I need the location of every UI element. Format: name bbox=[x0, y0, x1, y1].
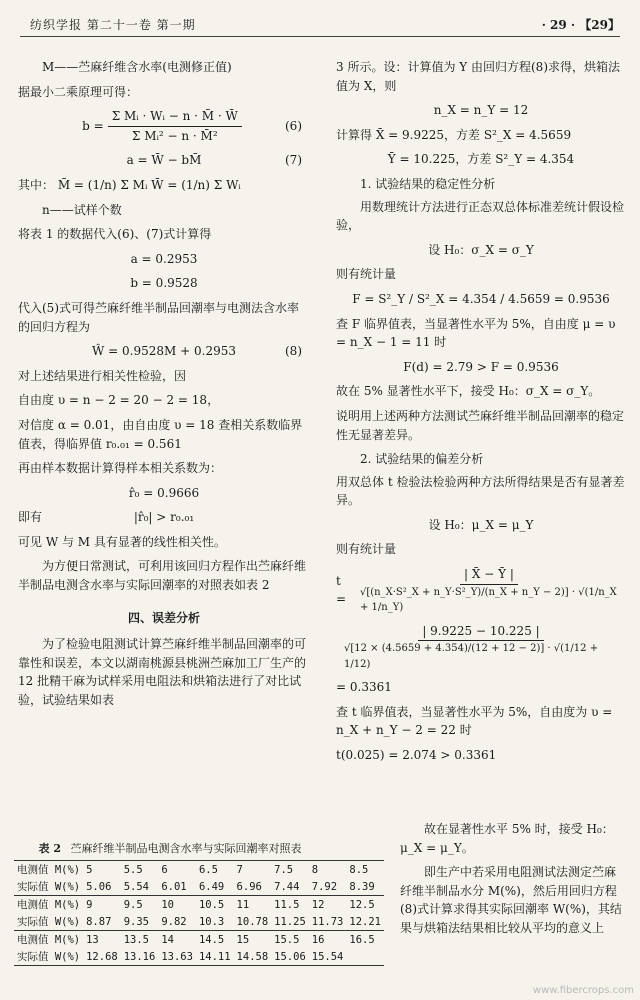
right-intro: 3 所示。设：计算值为 Y 由回归方程(8)求得，烘箱法值为 X，则 bbox=[336, 60, 620, 93]
statistic-intro-t: 则有统计量 bbox=[336, 542, 397, 557]
error-analysis-paragraph: 为了检验电阻测试计算苎麻纤维半制品回潮率的可靠性和误差，本文以湖南桃源县桃洲苎麻加工厂生产的 12 批精干麻为试样采用电阻法和烘箱法进行了对比试验，试验结果如表 bbox=[18, 637, 307, 708]
hypothesis-sigma: 设 H₀：σ_X = σ_Y bbox=[428, 242, 534, 257]
heading-stability: 1. 试验结果的稳定性分析 bbox=[360, 176, 496, 191]
table-cell: 13 bbox=[83, 931, 121, 949]
table-row bbox=[14, 931, 384, 949]
f-conclusion: 说明用上述两种方法测试苎麻纤维半制品回潮率的稳定性无显著差异。 bbox=[336, 408, 625, 442]
equation-8 bbox=[18, 342, 310, 361]
page-number: · 29 · 【29】 bbox=[541, 18, 620, 32]
t-table-text: 查 t 临界值表，当显著性水平为 5%，自由度为 υ = n_X + n_Y − 2 = 22 时 bbox=[336, 704, 613, 738]
table-cell: 5.06 bbox=[86, 880, 112, 893]
table-cell: 7 bbox=[234, 861, 272, 879]
eq8-number: (8) bbox=[285, 344, 302, 359]
row-label: 电测值 M(%) bbox=[14, 861, 83, 879]
running-header bbox=[20, 12, 620, 34]
table-cell bbox=[346, 948, 384, 966]
then-label: 即有 bbox=[18, 510, 43, 525]
statistic-intro-f: 则有统计量 bbox=[336, 267, 397, 282]
t-formula bbox=[336, 565, 626, 616]
table-cell: 9.82 bbox=[161, 915, 187, 928]
table-row bbox=[14, 948, 384, 966]
t-numerator: | X̄ − Ȳ | bbox=[460, 565, 518, 585]
table-cell: 11.73 bbox=[311, 915, 344, 928]
t-formula-numeric bbox=[336, 622, 626, 673]
table-cell: 14.58 bbox=[234, 948, 272, 966]
table-cell: 9 bbox=[83, 896, 121, 914]
f-critical: F(d) = 2.79 > F = 0.9536 bbox=[403, 359, 559, 374]
table-cell: 13.63 bbox=[158, 948, 196, 966]
table-cell: 11.25 bbox=[274, 915, 306, 928]
row-label: 实际值 W(%) bbox=[17, 916, 81, 928]
stats-y: Ȳ = 10.225，方差 S²_Y = 4.354 bbox=[387, 152, 575, 167]
journal-title: 纺织学报 第二十一卷 第一期 bbox=[30, 18, 196, 32]
t-denominator: √[(n_X·S²_X + n_Y·S²_Y)/(n_X + n_Y − 2)] · √(1/n_X + 1/n_Y) bbox=[359, 586, 617, 614]
b-value: b = 0.9528 bbox=[130, 276, 198, 291]
table-row bbox=[14, 896, 384, 914]
table-cell: 7.5 bbox=[271, 861, 309, 879]
right-column-tail bbox=[400, 820, 626, 944]
table-cell: 12.68 bbox=[83, 948, 121, 966]
table-cell: 5 bbox=[83, 861, 121, 879]
table-caption bbox=[14, 840, 326, 856]
table-cell: 7.44 bbox=[274, 880, 300, 893]
header-rule bbox=[20, 36, 620, 37]
eq6-denominator: Σ Mᵢ² − n · M̄² bbox=[131, 128, 218, 143]
section-heading-error-analysis: 四、误差分析 bbox=[127, 610, 200, 625]
where-clause: 其中： M̄ = (1/n) Σ Mᵢ W̄ = (1/n) Σ Wᵢ bbox=[18, 177, 241, 192]
t-value: = 0.3361 bbox=[336, 680, 392, 695]
correlation-check: 对上述结果进行相关性检验，因 bbox=[18, 368, 187, 383]
table-2-grid bbox=[14, 860, 384, 966]
stats-x: 计算得 X̄ = 9.9225，方差 S²_X = 4.5659 bbox=[336, 127, 572, 142]
table-cell: 14 bbox=[158, 931, 196, 949]
table-cell: 12.5 bbox=[346, 896, 384, 914]
t-fraction-numeric bbox=[340, 622, 622, 673]
inequality: |r̂₀| > r₀.₀₁ bbox=[133, 510, 195, 525]
table-cell: 15 bbox=[234, 931, 272, 949]
left-column bbox=[18, 58, 310, 716]
table-row bbox=[14, 878, 384, 896]
substitution-text: 将表 1 的数据代入(6)、(7)式计算得 bbox=[18, 227, 212, 242]
table-cell: 10 bbox=[158, 896, 196, 914]
table-cell: 13.16 bbox=[121, 948, 159, 966]
table-title: 苎麻纤维半制品电测含水率与实际回潮率对照表 bbox=[70, 842, 302, 855]
a-value: a = 0.2953 bbox=[130, 251, 198, 266]
table-intro-paragraph: 为方便日常测试，可利用该回归方程作出苎麻纤维半制品电测含水率与实际回潮率的对照表如表 2 bbox=[18, 559, 307, 593]
eq6-numerator: Σ Mᵢ · Wᵢ − n · M̄ · W̄ bbox=[108, 107, 242, 127]
inequality-row bbox=[18, 508, 310, 527]
variable-definition-n: n——试样个数 bbox=[42, 202, 122, 217]
correlation-conclusion: 可见 W 与 M 具有显著的线性相关性。 bbox=[18, 534, 226, 549]
table-cell: 6.01 bbox=[161, 880, 187, 893]
table-cell: 13.5 bbox=[121, 931, 159, 949]
table-cell: 6.5 bbox=[196, 861, 234, 879]
table-cell: 10.3 bbox=[198, 915, 225, 928]
tail-accept: 故在显著性水平 5% 时，接受 H₀：μ_X = μ_Y。 bbox=[400, 822, 614, 855]
table-cell: 7.92 bbox=[311, 880, 338, 893]
row-label: 电测值 M(%) bbox=[14, 896, 83, 914]
t-symbol: t = bbox=[336, 573, 347, 607]
eq6-number: (6) bbox=[285, 118, 302, 133]
table-cell: 15.5 bbox=[271, 931, 309, 949]
table-cell: 16 bbox=[309, 931, 347, 949]
table-cell: 15.06 bbox=[271, 948, 309, 966]
least-squares-intro: 据最小二乘原理可得： bbox=[18, 84, 139, 99]
regression-intro: 代入(5)式可得苎麻纤维半制品回潮率与电测法含水率的回归方程为 bbox=[18, 300, 300, 334]
table-row bbox=[14, 861, 384, 879]
sample-r-intro: 再由样本数据计算得样本相关系数为： bbox=[18, 461, 223, 476]
t-numerator-numeric: | 9.9225 − 10.225 | bbox=[418, 622, 543, 642]
table-row bbox=[14, 913, 384, 931]
t-critical: t(0.025) = 2.074 > 0.3361 bbox=[336, 748, 497, 763]
confidence-text: 对信度 α = 0.01，由自由度 υ = 18 查相关系数临界值表，得临界值 r₀.₀₁ = 0.561 bbox=[18, 417, 303, 451]
stability-paragraph: 用数理统计方法进行正态双总体标准差统计假设检验， bbox=[336, 199, 625, 233]
t-fraction bbox=[356, 565, 622, 616]
tail-paragraph: 即生产中若采用电阻测试法测定苎麻纤维半制品水分 M(%)，然后用回归方程(8)式计算求得其实际回潮率 W(%)，其结果与烘箱法结果相比较从平均的意义上 bbox=[400, 865, 622, 935]
table-cell: 9.35 bbox=[123, 915, 150, 928]
table-cell: 11 bbox=[234, 896, 272, 914]
table-cell: 5.5 bbox=[121, 861, 159, 879]
equation-7 bbox=[18, 151, 310, 170]
table-cell: 16.5 bbox=[346, 931, 384, 949]
table-cell: 10.5 bbox=[196, 896, 234, 914]
table-cell: 8 bbox=[309, 861, 347, 879]
row-label: 电测值 M(%) bbox=[14, 931, 83, 949]
table-cell: 8.87 bbox=[86, 915, 112, 928]
r-value: r̂₀ = 0.9666 bbox=[128, 485, 200, 500]
table-cell: 6.49 bbox=[198, 880, 225, 893]
table-cell: 15.54 bbox=[309, 948, 347, 966]
table-cell: 8.5 bbox=[346, 861, 384, 879]
hypothesis-mu: 设 H₀：μ_X = μ_Y bbox=[428, 517, 534, 532]
deviation-paragraph: 用双总体 t 检验法检验两种方法所得结果是否有显著差异。 bbox=[336, 474, 625, 508]
table-cell: 14.5 bbox=[196, 931, 234, 949]
right-column bbox=[336, 58, 626, 771]
watermark: www.fibercrops.com bbox=[532, 985, 634, 996]
eq8-body: Ŵ = 0.9528M + 0.2953 bbox=[92, 344, 236, 359]
eq7-number: (7) bbox=[285, 153, 302, 168]
f-accept: 故在 5% 显著性水平下，接受 H₀：σ_X = σ_Y。 bbox=[336, 384, 601, 399]
equation-6 bbox=[18, 107, 310, 145]
t-denominator-numeric: √[12 × (4.5659 + 4.354)/(12 + 12 − 2)] · √(1/12 + 1/12) bbox=[344, 643, 599, 670]
table-cell: 9.5 bbox=[121, 896, 159, 914]
heading-deviation: 2. 试验结果的偏差分析 bbox=[360, 452, 484, 467]
table-cell: 10.78 bbox=[236, 915, 269, 928]
table-cell: 6.96 bbox=[236, 880, 262, 893]
table-cell: 12.21 bbox=[349, 915, 381, 928]
table-2 bbox=[14, 834, 381, 966]
table-cell: 14.11 bbox=[196, 948, 234, 966]
table-cell: 8.39 bbox=[349, 880, 375, 893]
variable-definition-m: M——苎麻纤维含水率(电测修正值) bbox=[42, 60, 232, 74]
eq7-body: a = W̄ − bM̄ bbox=[126, 153, 202, 168]
row-label: 实际值 W(%) bbox=[14, 948, 83, 966]
table-label: 表 2 bbox=[38, 842, 61, 855]
sample-size-eq: n_X = n_Y = 12 bbox=[433, 103, 529, 118]
degrees-of-freedom: 自由度 υ = n − 2 = 20 − 2 = 18， bbox=[18, 393, 220, 408]
table-cell: 12 bbox=[309, 896, 347, 914]
table-cell: 11.5 bbox=[271, 896, 309, 914]
eq6-fraction bbox=[108, 107, 242, 145]
row-label: 实际值 W(%) bbox=[17, 881, 81, 893]
table-cell: 5.54 bbox=[123, 880, 150, 893]
eq6-lhs: b = bbox=[82, 118, 104, 133]
table-cell: 6 bbox=[158, 861, 196, 879]
f-equation: F = S²_Y / S²_X = 4.354 / 4.5659 = 0.9536 bbox=[352, 291, 610, 306]
f-table-text: 查 F 临界值表，当显著性水平为 5%，自由度 μ = υ = n_X − 1 = 11 时 bbox=[336, 316, 616, 350]
